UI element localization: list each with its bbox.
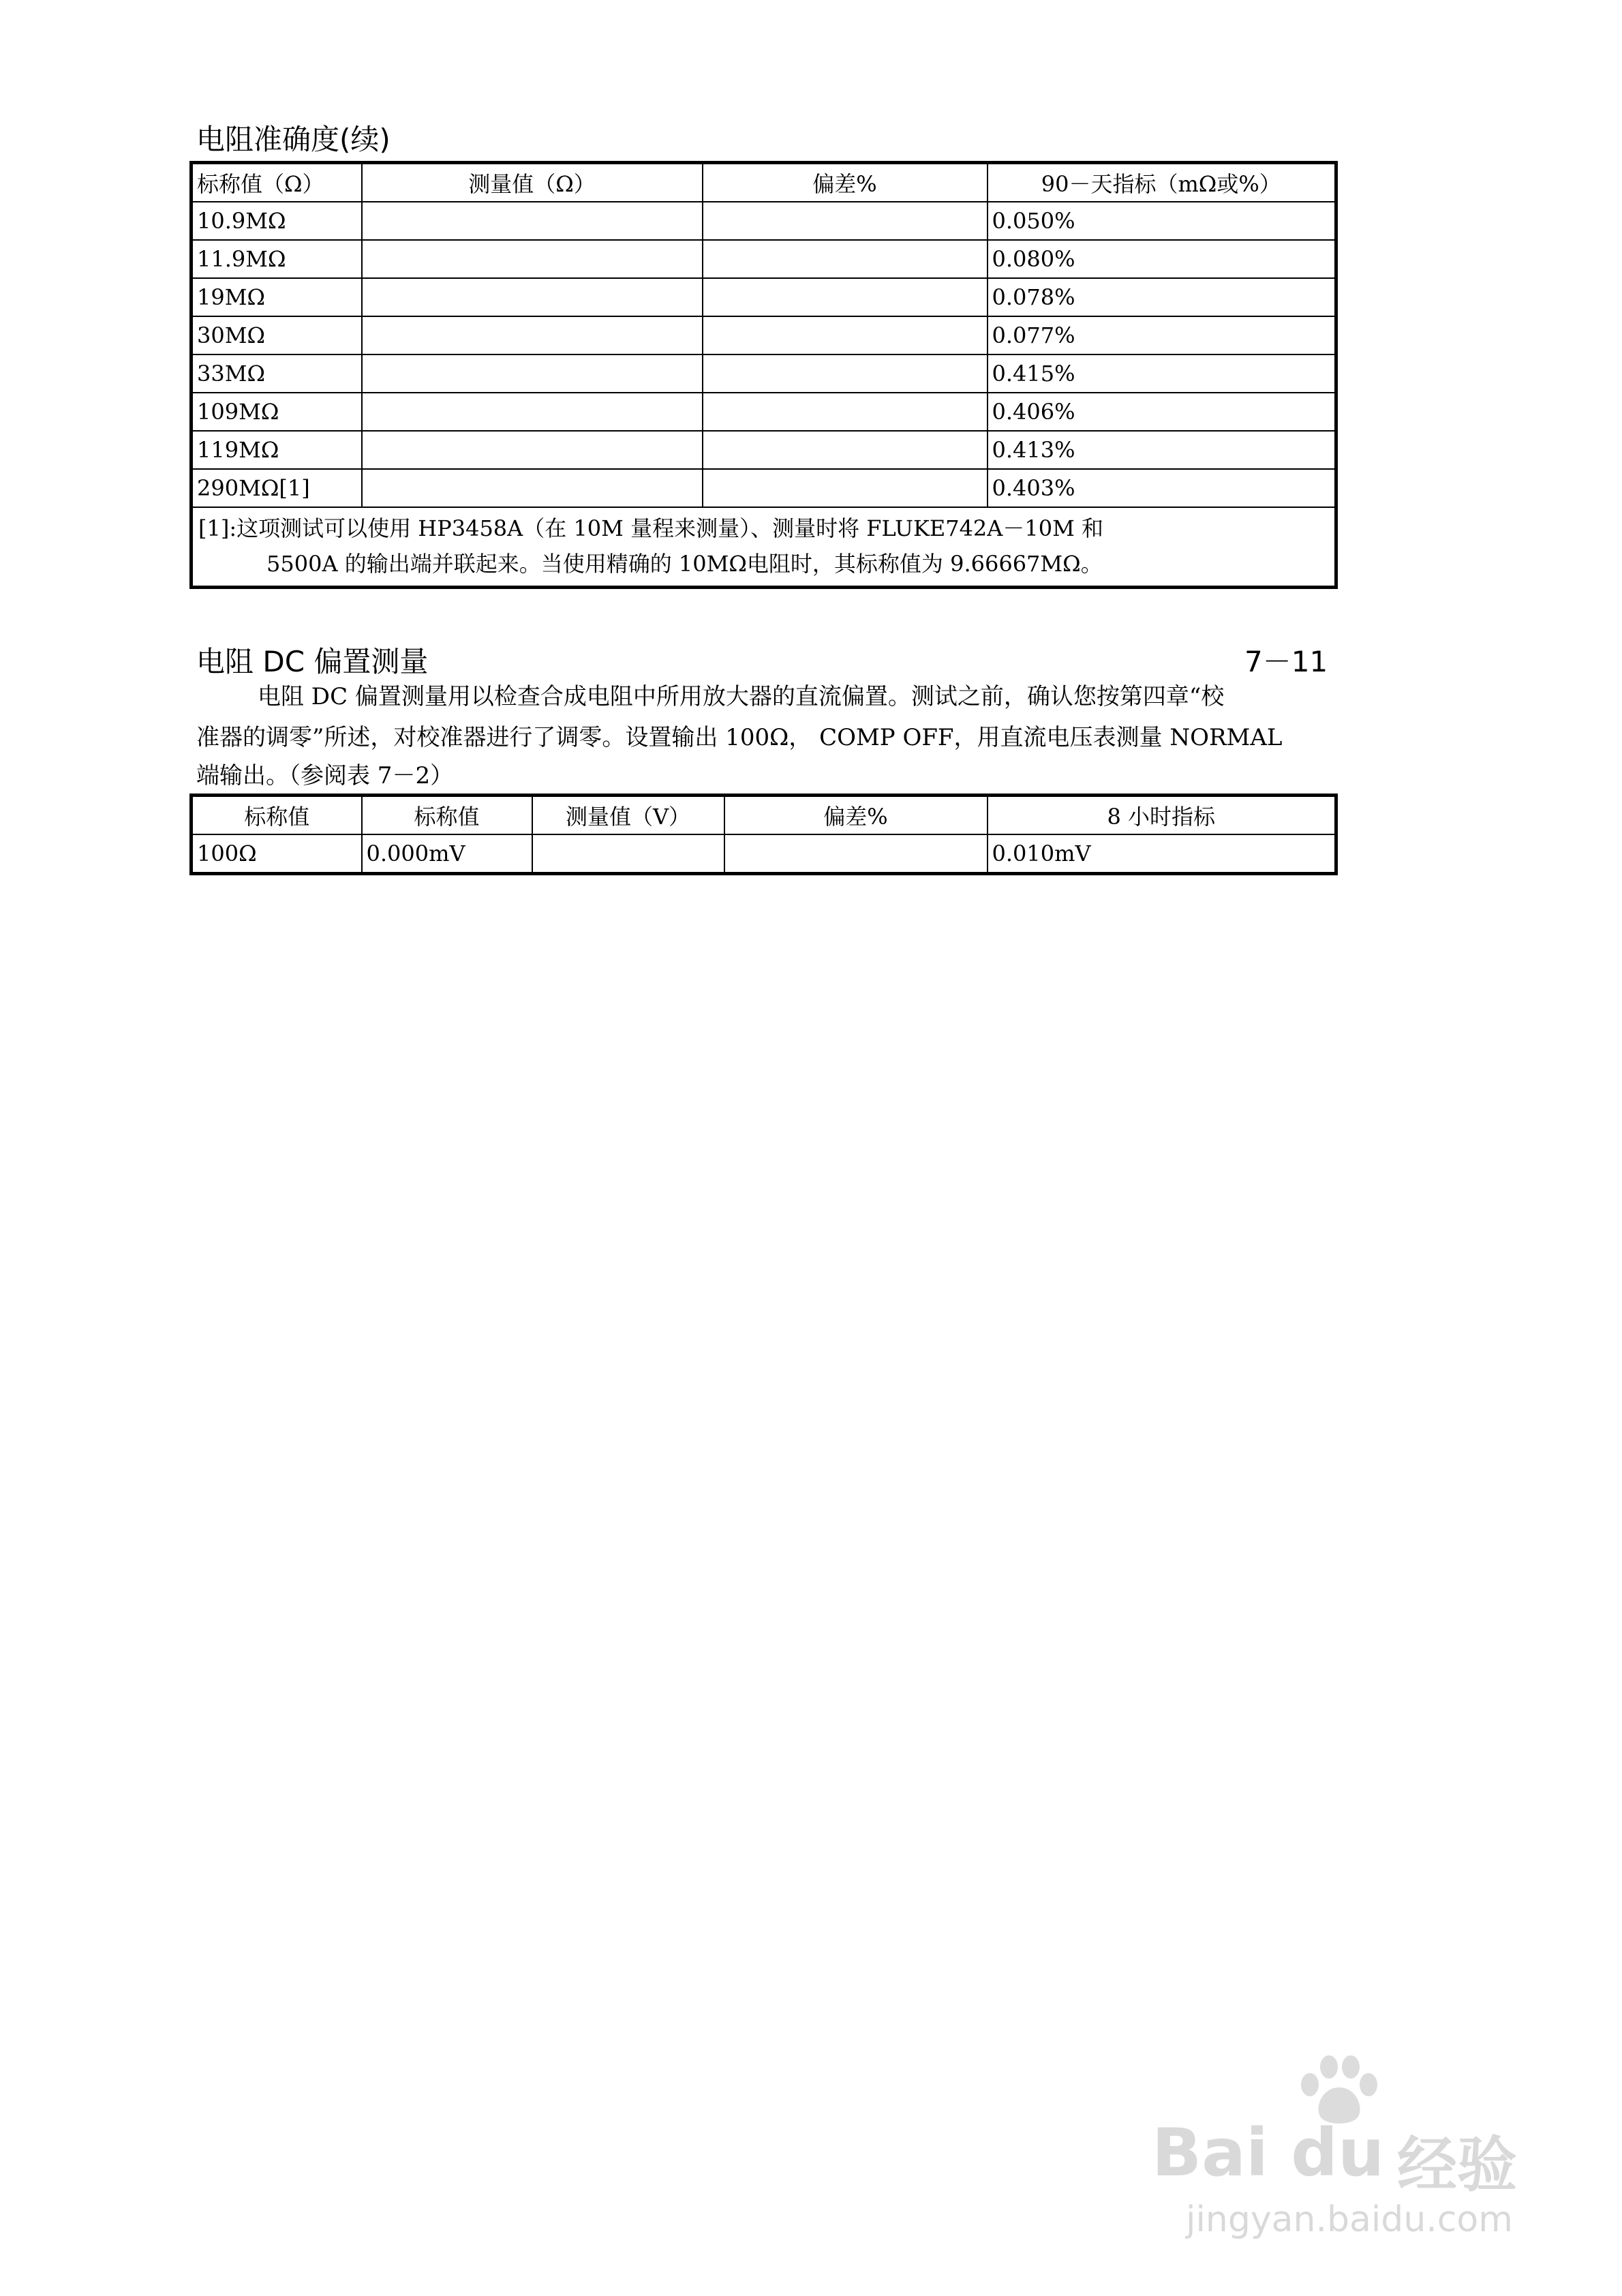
table-header-row	[192, 163, 1336, 202]
watermark-cn: 经验	[1397, 2130, 1518, 2200]
section-title-resistance-accuracy: 电阻准确度(续)	[196, 123, 391, 156]
spec-cell: 0.415%	[988, 354, 1336, 393]
deviation-cell	[703, 469, 988, 507]
nominal-cell: 100Ω	[192, 834, 362, 874]
measured-cell	[362, 202, 703, 240]
deviation-cell	[703, 202, 988, 240]
spec-cell: 0.403%	[988, 469, 1336, 507]
spec-cell: 0.080%	[988, 240, 1336, 278]
measured-cell	[362, 393, 703, 431]
header-deviation: 偏差%	[703, 163, 988, 202]
watermark-brand: Bai du	[1152, 2115, 1385, 2191]
section-title-dc-offset: 电阻 DC 偏置测量	[196, 645, 429, 678]
table-row	[192, 316, 1336, 354]
resistance-accuracy-table	[189, 161, 1338, 589]
spec-cell: 0.078%	[988, 278, 1336, 316]
table-row	[192, 469, 1336, 507]
measured-cell	[362, 354, 703, 393]
deviation-cell	[703, 431, 988, 469]
footnote-line-2: 5500A 的输出端并联起来。当使用精确的 10MΩ电阻时，其标称值为 9.66667MΩ。	[266, 551, 1103, 577]
header-spec: 8 小时指标	[988, 796, 1336, 835]
deviation-cell	[703, 278, 988, 316]
table-row	[192, 834, 1336, 874]
paragraph-line-1: 电阻 DC 偏置测量用以检查合成电阻中所用放大器的直流偏置。测试之前，确认您按第四章“校	[258, 683, 1225, 710]
footnote	[192, 507, 1336, 588]
table-row	[192, 202, 1336, 240]
paragraph-line-3: 端输出。（参阅表 7－2）	[196, 762, 454, 789]
measured-cell	[362, 278, 703, 316]
table-row	[192, 431, 1336, 469]
header-measured: 测量值（Ω）	[362, 163, 703, 202]
footnote-line-1: [1]:这项测试可以使用 HP3458A（在 10M 量程来测量）、测量时将 FLUKE742A－10M 和	[198, 515, 1104, 541]
spec-cell: 0.406%	[988, 393, 1336, 431]
measured-cell	[362, 469, 703, 507]
spec-cell: 0.050%	[988, 202, 1336, 240]
deviation-cell	[703, 240, 988, 278]
header-deviation: 偏差%	[724, 796, 988, 835]
section-number: 7－11	[1244, 645, 1328, 678]
nominal-cell: 10.9MΩ	[192, 202, 362, 240]
measured-cell	[532, 834, 724, 874]
nominal-value-cell: 0.000mV	[362, 834, 532, 874]
spec-cell: 0.413%	[988, 431, 1336, 469]
paragraph-line-2: 准器的调零”所述，对校准器进行了调零。设置输出 100Ω， COMP OFF，用直流电压表测量 NORMAL	[196, 724, 1283, 751]
header-nominal: 标称值（Ω）	[192, 163, 362, 202]
table-row	[192, 240, 1336, 278]
nominal-cell: 30MΩ	[192, 316, 362, 354]
deviation-cell	[703, 393, 988, 431]
header-nominal-2: 标称值	[362, 796, 532, 835]
nominal-cell: 119MΩ	[192, 431, 362, 469]
spec-cell: 0.077%	[988, 316, 1336, 354]
measured-cell	[362, 316, 703, 354]
nominal-cell: 290MΩ[1]	[192, 469, 362, 507]
table-row	[192, 278, 1336, 316]
header-nominal: 标称值	[192, 796, 362, 835]
measured-cell	[362, 431, 703, 469]
watermark-url: jingyan.baidu.com	[1186, 2199, 1513, 2240]
nominal-cell: 109MΩ	[192, 393, 362, 431]
header-spec: 90－天指标（mΩ或%）	[988, 163, 1336, 202]
table-header-row	[192, 796, 1336, 835]
baidu-watermark	[1152, 2052, 1533, 2256]
measured-cell	[362, 240, 703, 278]
deviation-cell	[703, 354, 988, 393]
header-measured: 测量值（V）	[532, 796, 724, 835]
dc-offset-table	[189, 794, 1338, 875]
deviation-cell	[724, 834, 988, 874]
nominal-cell: 19MΩ	[192, 278, 362, 316]
nominal-cell: 11.9MΩ	[192, 240, 362, 278]
table-row	[192, 393, 1336, 431]
spec-cell: 0.010mV	[988, 834, 1336, 874]
footnote-row	[192, 507, 1336, 588]
nominal-cell: 33MΩ	[192, 354, 362, 393]
table-row	[192, 354, 1336, 393]
deviation-cell	[703, 316, 988, 354]
